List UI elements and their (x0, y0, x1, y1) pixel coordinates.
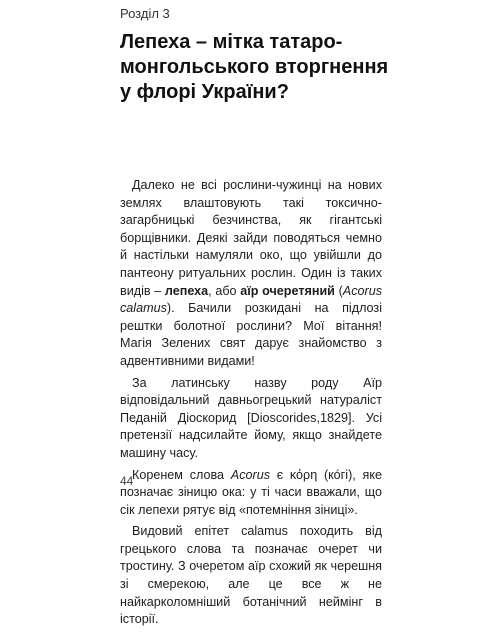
p1-latin-name: Acorus calamus (120, 283, 382, 316)
p1-text-a: Далеко не всі рослини-чужинці на нових землях влаштовують такі токсично-загарбницькі безчинства, як гігантські борщівники. Деякі зайди поводяться чемно й настільки намуляли око, що увійшли до пантеону ритуальних рослин. Один із таких видів – (120, 178, 382, 298)
p3-latin-word: Acorus (230, 467, 270, 482)
p3-text-b: є κόρη (кóгі), яке позначає зіницю ока: у ті часи вважали, що сік лепехи рятує від «потемніння зіниці». (120, 467, 382, 517)
body-text (120, 177, 382, 633)
p3-text-a: Коренем слова (132, 467, 231, 482)
page-number: 44 (120, 474, 134, 488)
chapter-label: Розділ 3 (120, 6, 170, 21)
p1-bold-term-lepekha: лепеха (164, 283, 209, 298)
paragraph-3 (120, 467, 382, 520)
p1-text-c: ( (334, 283, 343, 298)
chapter-title (120, 30, 410, 105)
title-line-1: Лепеха – мітка татаро- (120, 31, 343, 53)
title-line-2: монгольського вторгнення (120, 56, 389, 78)
title-line-3: у флорі України? (120, 81, 289, 103)
paragraph-1 (120, 177, 382, 371)
p1-text-b: , або (208, 283, 241, 298)
p1-bold-term-air: аїр очеретяний (240, 283, 335, 298)
paragraph-4: Видовий епітет calamus походить від грецького слова та позначає очерет чи тростину. З очеретом аїр схожий як черешня зі смерекою, але це все ж не найкарколомніший ботанічний неймінг в історії. (120, 524, 382, 627)
paragraph-2: За латинську назву роду Аїр відповідальний давньогрецький натураліст Педаній Діоскорид [Dioscorides,1829]. Усі претензії надсилайте йому, якщо знайдете машину часу. (120, 375, 382, 460)
p1-text-d: ). Бачили розкидані на підлозі рештки болотної рослини? Мої вітання! Магія Зелених свят дарує знайомство з адвентивними видами! (120, 301, 382, 368)
